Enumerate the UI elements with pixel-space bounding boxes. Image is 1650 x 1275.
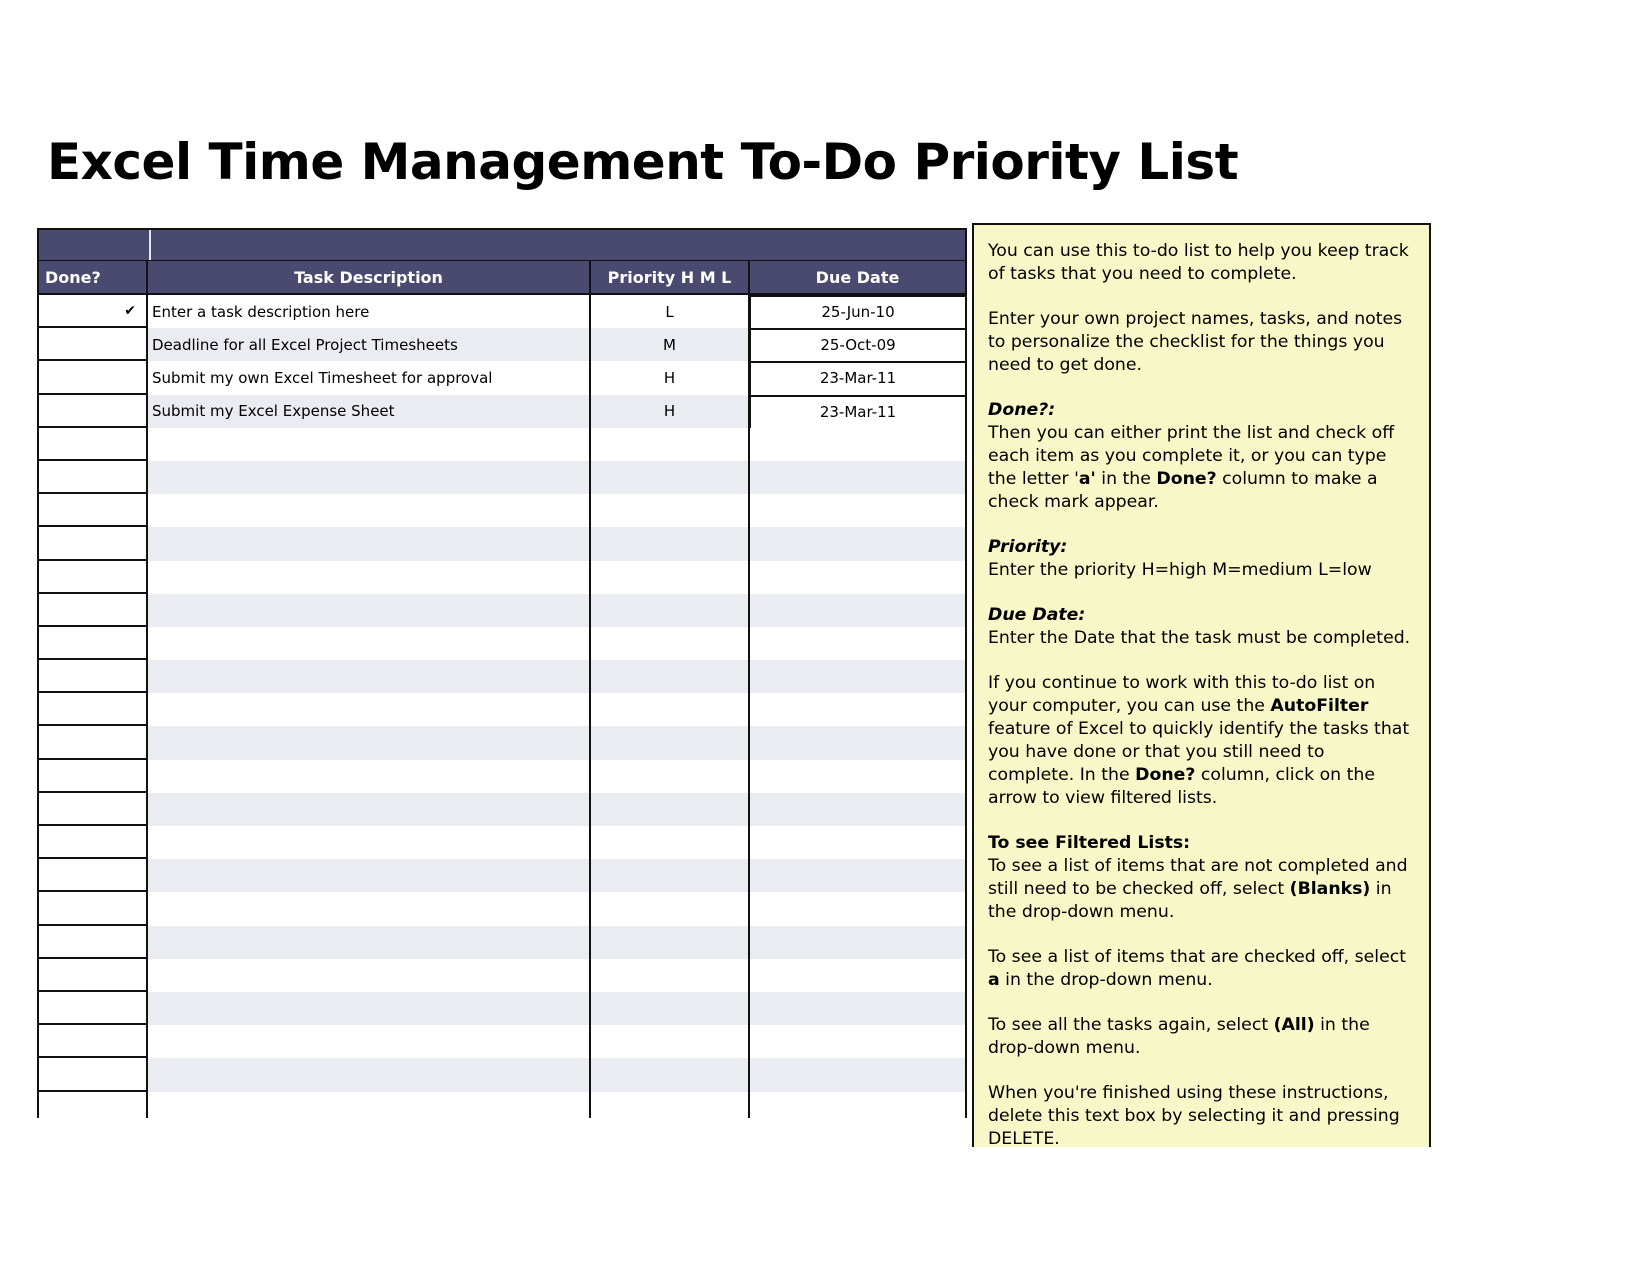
filtered-lists-section: To see Filtered Lists: To see a list of items that are not completed and still need to be checked off, select (Blanks) in the drop-down menu. <box>988 832 1415 924</box>
priority-cell[interactable] <box>591 859 750 892</box>
done-cell[interactable] <box>37 892 148 925</box>
priority-cell[interactable] <box>591 926 750 959</box>
done-cell[interactable] <box>37 726 148 759</box>
due-date-cell[interactable] <box>750 760 967 793</box>
task-cell[interactable] <box>148 594 591 627</box>
table-row <box>37 361 967 394</box>
due-date-cell[interactable] <box>750 992 967 1025</box>
due-date-cell[interactable] <box>750 627 967 660</box>
due-date-cell[interactable] <box>750 561 967 594</box>
table-row <box>37 561 967 594</box>
table-row <box>37 959 967 992</box>
intro-paragraph: You can use this to-do list to help you keep track of tasks that you need to complete. <box>988 241 1409 284</box>
done-heading: Done?: <box>988 400 1056 420</box>
due-date-cell[interactable] <box>750 959 967 992</box>
due-date-cell[interactable] <box>750 428 967 461</box>
done-cell[interactable] <box>37 926 148 959</box>
table-row <box>37 494 967 527</box>
table-row <box>37 395 967 428</box>
task-rows <box>37 295 967 1118</box>
due-date-cell[interactable] <box>750 926 967 959</box>
due-date-cell[interactable]: 25-Jun-10 <box>750 295 967 328</box>
task-cell[interactable]: Enter a task description here <box>148 295 591 328</box>
task-cell[interactable] <box>148 826 591 859</box>
priority-cell[interactable] <box>591 760 750 793</box>
priority-cell[interactable] <box>591 826 750 859</box>
personalize-paragraph: Enter your own project names, tasks, and notes to personalize the checklist for the things you need to get done. <box>988 309 1403 375</box>
priority-cell[interactable] <box>591 461 750 494</box>
finish-paragraph: When you're finished using these instructions, delete this text box by selecting it and pressing DELETE. <box>988 1083 1400 1147</box>
filtered-lists-heading: To see Filtered Lists: <box>988 833 1191 853</box>
done-cell[interactable] <box>37 1058 148 1091</box>
table-row <box>37 328 967 361</box>
table-row <box>37 992 967 1025</box>
checked-off-paragraph: To see a list of items that are checked off, select a in the drop-down menu. <box>988 947 1407 990</box>
header-due-date[interactable]: Due Date <box>750 261 967 295</box>
autofilter-paragraph: If you continue to work with this to-do list on your computer, you can use the AutoFilter feature of Excel to quickly identify the tasks that you have done or that you still need to complete. In the Done? column, click on the arrow to view filtered lists. <box>988 673 1410 808</box>
due-date-cell[interactable] <box>750 1025 967 1058</box>
due-date-cell[interactable]: 23-Mar-11 <box>750 361 967 394</box>
priority-cell[interactable] <box>591 660 750 693</box>
task-cell[interactable] <box>148 1058 591 1091</box>
priority-cell[interactable] <box>591 1025 750 1058</box>
priority-cell[interactable] <box>591 1092 750 1119</box>
table-row <box>37 527 967 560</box>
priority-cell[interactable] <box>591 959 750 992</box>
due-date-cell[interactable] <box>750 793 967 826</box>
priority-cell[interactable] <box>591 428 750 461</box>
done-cell[interactable] <box>37 594 148 627</box>
priority-cell[interactable] <box>591 494 750 527</box>
priority-heading: Priority: <box>988 537 1068 557</box>
task-cell[interactable] <box>148 693 591 726</box>
all-tasks-paragraph: To see all the tasks again, select (All) in the drop-down menu. <box>988 1015 1370 1058</box>
task-cell[interactable]: Deadline for all Excel Project Timesheets <box>148 328 591 361</box>
due-date-cell[interactable] <box>750 1058 967 1091</box>
due-date-cell[interactable] <box>750 527 967 560</box>
due-date-section: Due Date: Enter the Date that the task must be completed. <box>988 604 1415 650</box>
table-row <box>37 926 967 959</box>
due-date-cell[interactable] <box>750 826 967 859</box>
priority-cell[interactable] <box>591 693 750 726</box>
task-cell[interactable] <box>148 760 591 793</box>
header-band <box>37 228 967 261</box>
table-row <box>37 461 967 494</box>
task-cell[interactable] <box>148 1092 591 1119</box>
done-cell[interactable] <box>37 328 148 361</box>
page-title: Excel Time Management To-Do Priority List <box>47 133 1239 191</box>
task-cell[interactable]: Submit my Excel Expense Sheet <box>148 395 591 428</box>
done-cell[interactable] <box>37 494 148 527</box>
task-cell[interactable] <box>148 726 591 759</box>
done-cell[interactable] <box>37 1025 148 1058</box>
task-cell[interactable] <box>148 926 591 959</box>
task-cell[interactable] <box>148 461 591 494</box>
table-row <box>37 859 967 892</box>
done-cell[interactable] <box>37 461 148 494</box>
done-cell[interactable] <box>37 561 148 594</box>
priority-cell[interactable] <box>591 1058 750 1091</box>
due-date-cell[interactable]: 23-Mar-11 <box>750 395 967 428</box>
done-section: Done?: Then you can either print the list and check off each item as you complete it, or you can type the letter 'a' in the Done? column to make a check mark appear. <box>988 399 1415 514</box>
priority-cell[interactable] <box>591 892 750 925</box>
task-cell[interactable]: Submit my own Excel Timesheet for approval <box>148 361 591 394</box>
task-cell[interactable] <box>148 527 591 560</box>
table-row <box>37 693 967 726</box>
priority-section: Priority: Enter the priority H=high M=medium L=low <box>988 536 1415 582</box>
priority-cell[interactable]: M <box>591 328 750 361</box>
done-cell[interactable] <box>37 627 148 660</box>
table-row <box>37 1025 967 1058</box>
priority-cell[interactable]: H <box>591 361 750 394</box>
done-cell[interactable] <box>37 527 148 560</box>
task-cell[interactable] <box>148 1025 591 1058</box>
done-cell[interactable] <box>37 395 148 428</box>
priority-cell[interactable] <box>591 726 750 759</box>
priority-cell[interactable] <box>591 561 750 594</box>
todo-table <box>37 228 967 1118</box>
priority-cell[interactable] <box>591 527 750 560</box>
task-cell[interactable] <box>148 959 591 992</box>
header-priority[interactable]: Priority H M L <box>591 261 750 295</box>
done-cell[interactable] <box>37 859 148 892</box>
due-date-heading: Due Date: <box>988 605 1086 625</box>
table-row <box>37 1092 967 1119</box>
done-cell[interactable] <box>37 760 148 793</box>
due-date-cell[interactable] <box>750 693 967 726</box>
priority-cell[interactable] <box>591 627 750 660</box>
table-row <box>37 627 967 660</box>
priority-cell[interactable] <box>591 594 750 627</box>
due-date-cell[interactable]: 25-Oct-09 <box>750 328 967 361</box>
instructions-text-box[interactable] <box>972 223 1431 1147</box>
task-cell[interactable] <box>148 992 591 1025</box>
task-cell[interactable] <box>148 494 591 527</box>
done-cell[interactable] <box>37 959 148 992</box>
task-cell[interactable] <box>148 793 591 826</box>
table-row <box>37 760 967 793</box>
table-row <box>37 726 967 759</box>
table-row <box>37 594 967 627</box>
done-cell[interactable] <box>37 793 148 826</box>
done-cell[interactable] <box>37 361 148 394</box>
due-date-cell[interactable] <box>750 859 967 892</box>
due-date-cell[interactable] <box>750 494 967 527</box>
done-cell[interactable] <box>37 693 148 726</box>
done-cell[interactable]: ✔ <box>37 295 148 328</box>
due-date-cell[interactable] <box>750 726 967 759</box>
task-cell[interactable] <box>148 627 591 660</box>
done-cell[interactable] <box>37 992 148 1025</box>
done-cell[interactable] <box>37 660 148 693</box>
task-cell[interactable] <box>148 892 591 925</box>
priority-cell[interactable] <box>591 793 750 826</box>
priority-cell[interactable]: L <box>591 295 750 328</box>
priority-cell[interactable]: H <box>591 395 750 428</box>
column-headers <box>37 261 967 295</box>
due-date-cell[interactable] <box>750 892 967 925</box>
task-cell[interactable] <box>148 859 591 892</box>
task-cell[interactable] <box>148 428 591 461</box>
due-date-cell[interactable] <box>750 594 967 627</box>
done-cell[interactable] <box>37 826 148 859</box>
priority-cell[interactable] <box>591 992 750 1025</box>
table-row <box>37 660 967 693</box>
table-row <box>37 826 967 859</box>
due-date-cell[interactable] <box>750 1092 967 1119</box>
due-date-cell[interactable] <box>750 660 967 693</box>
table-row <box>37 793 967 826</box>
header-done[interactable]: Done? <box>37 261 148 295</box>
table-row <box>37 892 967 925</box>
table-row <box>37 428 967 461</box>
task-cell[interactable] <box>148 561 591 594</box>
task-cell[interactable] <box>148 660 591 693</box>
due-date-cell[interactable] <box>750 461 967 494</box>
header-task[interactable]: Task Description <box>148 261 591 295</box>
table-row <box>37 1058 967 1091</box>
done-cell[interactable] <box>37 428 148 461</box>
table-row <box>37 295 967 328</box>
done-cell[interactable] <box>37 1092 148 1119</box>
